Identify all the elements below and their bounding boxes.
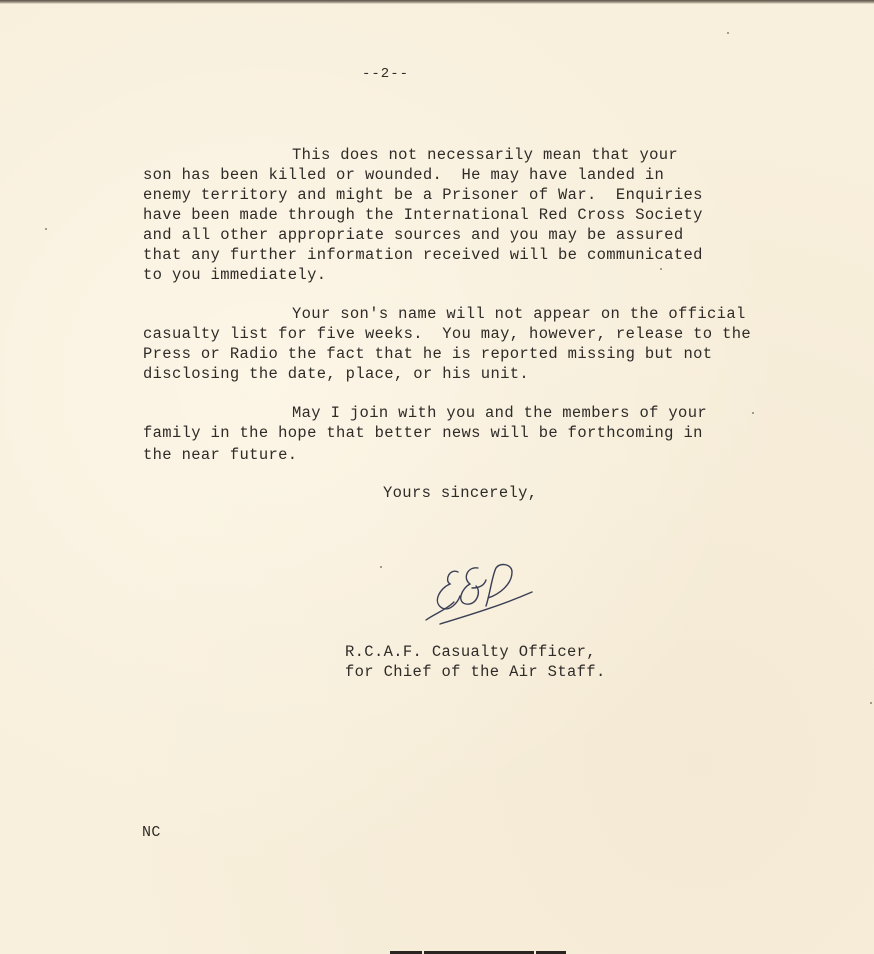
- text-line: disclosing the date, place, or his unit.: [143, 365, 530, 383]
- text-line: that any further information received will be communicated: [143, 246, 703, 264]
- text-line: enemy territory and might be a Prisoner of War. Enquiries: [143, 186, 703, 204]
- handwritten-signature: [420, 558, 540, 630]
- paper-speck: [727, 32, 729, 34]
- paper-speck: [660, 268, 662, 270]
- paper-speck: [752, 412, 754, 414]
- text-line: family in the hope that better news will be forthcoming in: [143, 424, 703, 442]
- text-line: May I join with you and the members of your: [292, 404, 708, 422]
- text-line: casualty list for five weeks. You may, however, release to the: [143, 325, 752, 343]
- paper-speck: [870, 702, 872, 704]
- text-line: and all other appropriate sources and you may be assured: [143, 226, 684, 244]
- text-line: Your son's name will not appear on the official: [292, 305, 746, 323]
- paper-speck: [45, 228, 47, 230]
- text-line: the near future.: [143, 446, 298, 464]
- scan-top-edge: [0, 0, 874, 4]
- closing: Yours sincerely,: [383, 484, 538, 502]
- paper-speck: [380, 566, 382, 568]
- reference-initials: NC: [142, 824, 161, 841]
- text-line: This does not necessarily mean that your: [292, 146, 679, 164]
- signatory-subtitle: for Chief of the Air Staff.: [345, 663, 606, 681]
- text-line: son has been killed or wounded. He may have landed in: [143, 166, 665, 184]
- page-number: --2--: [362, 66, 410, 82]
- text-line: to you immediately.: [143, 266, 327, 284]
- signatory-title: R.C.A.F. Casualty Officer,: [345, 643, 596, 661]
- text-line: Press or Radio the fact that he is reported missing but not: [143, 345, 713, 363]
- text-line: have been made through the International Red Cross Society: [143, 206, 703, 224]
